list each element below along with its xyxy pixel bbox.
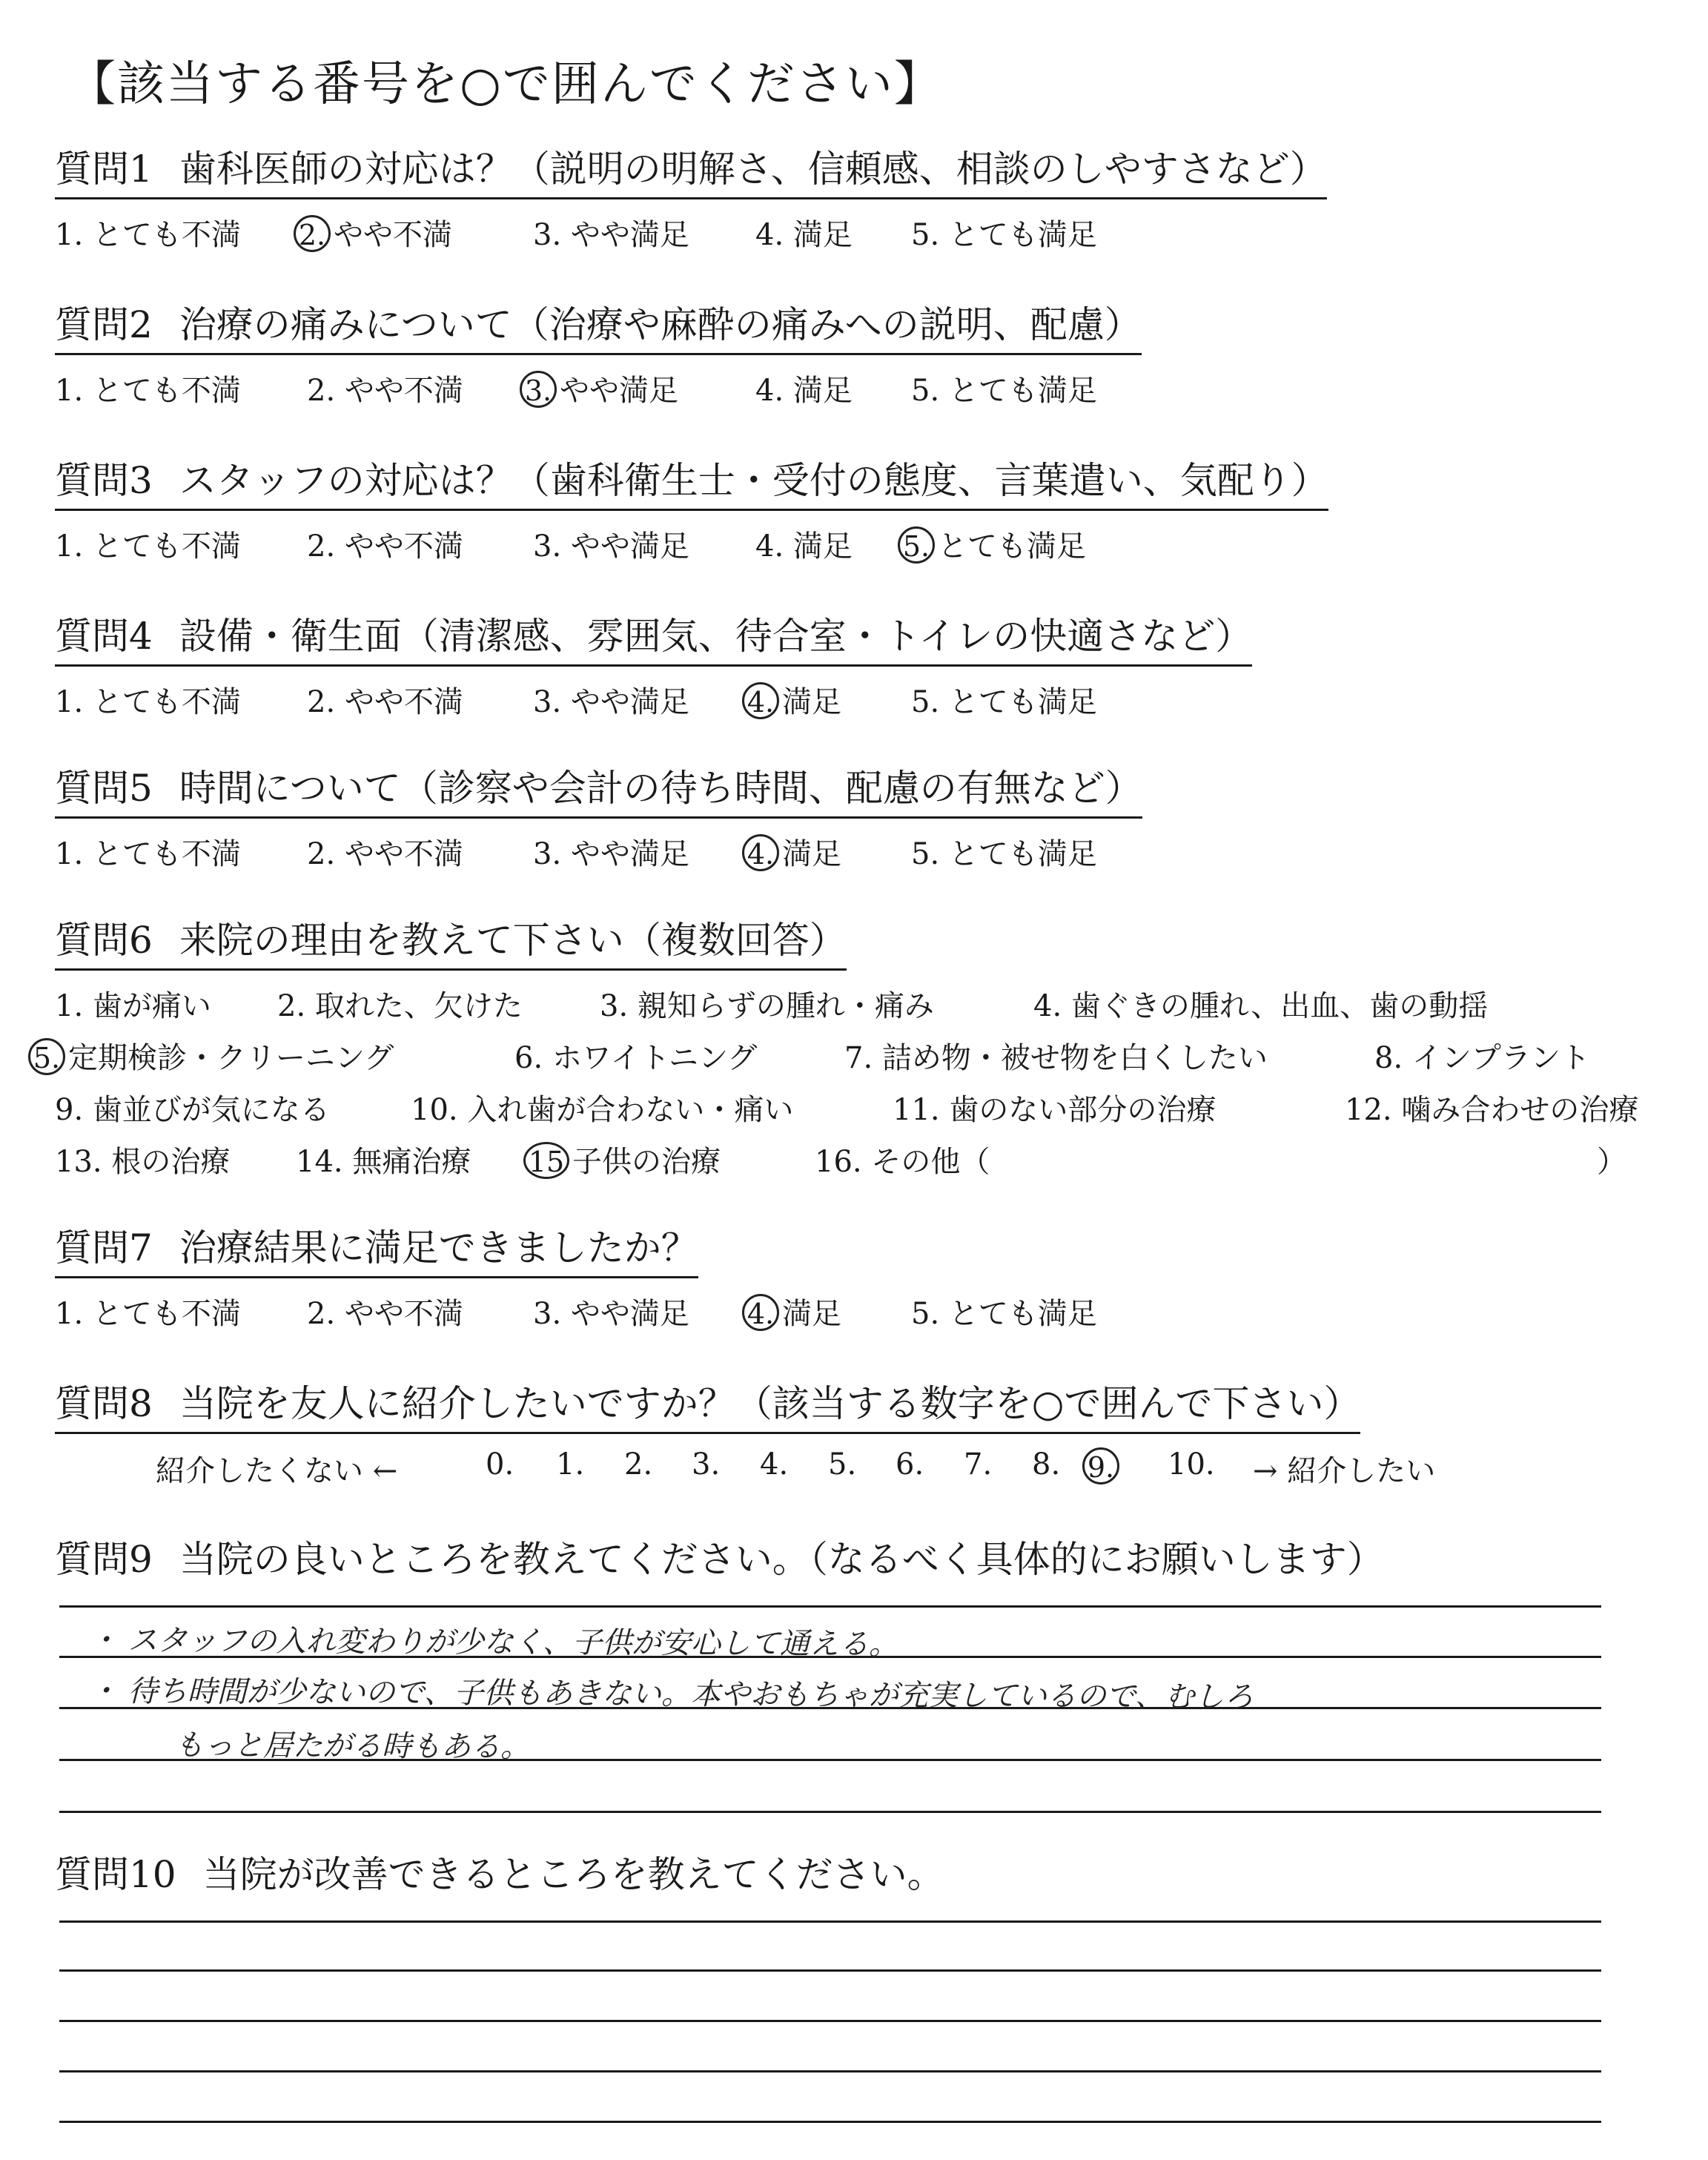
- question-heading: [55, 304, 1142, 355]
- question-6: [33, 919, 1639, 1190]
- option-label: 満足: [782, 684, 841, 719]
- option-5-selected[interactable]: [904, 523, 1086, 565]
- other-close-paren: ）: [1597, 1144, 1626, 1179]
- scale-10[interactable]: 10.: [1168, 1447, 1215, 1482]
- reason-9[interactable]: 9. 歯並びが気になる: [55, 1092, 330, 1127]
- question-heading: [55, 1227, 698, 1278]
- scale-3[interactable]: 3.: [692, 1447, 721, 1482]
- scale-1[interactable]: 1.: [556, 1447, 585, 1482]
- scale-9-selected[interactable]: [1088, 1447, 1122, 1484]
- option-3[interactable]: 3. やや満足: [533, 1296, 689, 1331]
- option-1[interactable]: 1. とても不満: [55, 529, 241, 564]
- answer-line: [59, 1605, 1601, 1608]
- selected-circle: 4.: [742, 682, 779, 719]
- option-3-selected[interactable]: [526, 367, 678, 409]
- option-4[interactable]: 4. 満足: [755, 373, 853, 408]
- option-2[interactable]: 2. やや不満: [307, 373, 463, 408]
- question-number: 質問8: [55, 1382, 153, 1425]
- answer-line[interactable]: [59, 1920, 1601, 1923]
- question-heading: [55, 615, 1252, 667]
- question-number: 質問7: [55, 1226, 153, 1269]
- question-3: [55, 460, 1328, 566]
- answer-options: [55, 830, 1142, 873]
- selected-circle: 9.: [1082, 1447, 1119, 1484]
- answer-line: [59, 1811, 1601, 1813]
- reason-10[interactable]: 10. 入れ歯が合わない・痛い: [411, 1092, 794, 1127]
- question-number: 質問4: [55, 615, 153, 658]
- option-label: 満足: [782, 836, 841, 871]
- question-heading: [55, 919, 847, 971]
- answer-options: [55, 1290, 1097, 1333]
- option-4-selected[interactable]: [748, 678, 841, 721]
- option-2[interactable]: 2. やや不満: [307, 529, 463, 564]
- question-1: [55, 148, 1327, 254]
- option-4-selected[interactable]: [748, 1290, 841, 1332]
- scale-4[interactable]: 4.: [760, 1447, 789, 1482]
- option-label: とても満足: [938, 529, 1086, 564]
- answer-options: [55, 678, 1252, 721]
- option-5[interactable]: 5. とても満足: [911, 373, 1097, 408]
- scale-5[interactable]: 5.: [828, 1447, 857, 1482]
- reason-4[interactable]: 4. 歯ぐきの腫れ、出血、歯の動揺: [1033, 988, 1489, 1023]
- option-5[interactable]: 5. とても満足: [911, 217, 1097, 252]
- option-4-selected[interactable]: [748, 830, 841, 873]
- option-2[interactable]: 2. やや不満: [307, 1296, 463, 1331]
- answer-options: [55, 211, 1327, 254]
- answer-line[interactable]: [59, 2070, 1601, 2073]
- question-text: 時間について（診察や会計の待ち時間、配慮の有無など）: [179, 767, 1142, 810]
- reason-6[interactable]: 6. ホワイトニング: [514, 1040, 758, 1075]
- reason-7[interactable]: 7. 詰め物・被せ物を白くしたい: [844, 1040, 1268, 1075]
- reason-8[interactable]: 8. インプラント: [1374, 1040, 1590, 1075]
- option-1[interactable]: 1. とても不満: [55, 684, 241, 719]
- question-text: 治療の痛みについて（治療や麻酔の痛みへの説明、配慮）: [179, 303, 1142, 346]
- question-text: 設備・衛生面（清潔感、雰囲気、待合室・トイレの快適さなど）: [179, 615, 1253, 658]
- question-text: 治療結果に満足できましたか？: [179, 1226, 698, 1269]
- scale-8[interactable]: 8.: [1032, 1447, 1061, 1482]
- answer-options: [55, 523, 1328, 566]
- question-7: [55, 1226, 1097, 1333]
- question-heading: [55, 1383, 1360, 1434]
- answer-line[interactable]: [59, 2121, 1601, 2123]
- reason-3[interactable]: 3. 親知らずの腫れ・痛み: [600, 988, 934, 1023]
- answer-line[interactable]: [59, 1969, 1601, 1972]
- question-number: 質問10: [55, 1853, 176, 1896]
- question-text: 当院を友人に紹介したいですか？（該当する数字を○で囲んで下さい）: [179, 1382, 1361, 1425]
- question-heading: [55, 1539, 1384, 1588]
- question-heading: [55, 767, 1142, 819]
- scale-left-label: 紹介したくない ←: [156, 1454, 398, 1488]
- selected-circle: 5.: [898, 526, 935, 564]
- question-number: 質問9: [55, 1538, 153, 1581]
- reason-row-3: [55, 1086, 1639, 1138]
- reason-12[interactable]: 12. 噛み合わせの治療: [1345, 1092, 1639, 1127]
- option-3[interactable]: 3. やや満足: [533, 684, 689, 719]
- question-text: スタッフの対応は？（歯科衛生士・受付の態度、言葉遣い、気配り）: [179, 459, 1328, 502]
- page-title: 【該当する番号を○で囲んでください】: [68, 57, 943, 112]
- question-number: 質問2: [55, 303, 153, 346]
- handwritten-answer-line-3: もっと居たがる時もある。: [173, 1728, 531, 1765]
- option-3[interactable]: 3. やや満足: [533, 836, 689, 871]
- option-2[interactable]: 2. やや不満: [307, 684, 463, 719]
- option-4[interactable]: 4. 満足: [755, 529, 853, 564]
- scale-2[interactable]: 2.: [624, 1447, 653, 1482]
- option-1[interactable]: 1. とても不満: [55, 1296, 241, 1331]
- scale-6[interactable]: 6.: [896, 1447, 924, 1482]
- scale-right-label: → 紹介したい: [1253, 1454, 1436, 1488]
- question-heading: [55, 1854, 944, 1903]
- answer-options: [55, 367, 1142, 410]
- question-10: [55, 1854, 944, 1903]
- option-label: 子供の治療: [572, 1144, 721, 1179]
- selected-circle: 3.: [520, 371, 557, 408]
- reason-16-other[interactable]: 16. その他（: [815, 1144, 990, 1179]
- reason-14[interactable]: 14. 無痛治療: [296, 1144, 471, 1179]
- answer-line[interactable]: [59, 2020, 1601, 2022]
- option-label: 定期検診・クリーニング: [68, 1040, 394, 1075]
- question-8: [55, 1383, 1360, 1434]
- option-4[interactable]: 4. 満足: [755, 217, 853, 252]
- reason-13[interactable]: 13. 根の治療: [55, 1144, 231, 1179]
- question-text: 当院の良いところを教えてください。（なるべく具体的にお願いします）: [179, 1538, 1384, 1581]
- scale-0[interactable]: 0.: [486, 1447, 514, 1482]
- option-3[interactable]: 3. やや満足: [533, 529, 689, 564]
- option-2-selected[interactable]: [299, 211, 452, 254]
- reason-5-selected[interactable]: [34, 1034, 394, 1077]
- question-text: 来院の理由を教えて下さい（複数回答）: [179, 919, 847, 962]
- option-5[interactable]: 5. とても満足: [911, 684, 1097, 719]
- question-text: 歯科医師の対応は？（説明の明解さ、信頼感、相談のしやすさなど）: [179, 148, 1327, 191]
- option-1[interactable]: 1. とても不満: [55, 836, 241, 871]
- selected-circle: 15: [523, 1142, 569, 1179]
- question-heading: [55, 460, 1328, 511]
- question-text: 当院が改善できるところを教えてください。: [202, 1853, 944, 1896]
- option-3[interactable]: 3. やや満足: [533, 217, 689, 252]
- question-number: 質問5: [55, 767, 153, 810]
- reason-15-selected[interactable]: [529, 1138, 721, 1180]
- option-label: やや満足: [560, 373, 678, 408]
- reason-row-1: [55, 982, 1489, 1034]
- scale-7[interactable]: 7.: [964, 1447, 993, 1482]
- question-number: 質問3: [55, 459, 153, 502]
- option-1[interactable]: 1. とても不満: [55, 217, 241, 252]
- question-4: [55, 615, 1252, 721]
- option-2[interactable]: 2. やや不満: [307, 836, 463, 871]
- reason-11[interactable]: 11. 歯のない部分の治療: [893, 1092, 1217, 1127]
- selected-circle: 2.: [294, 215, 331, 252]
- selected-circle: 5.: [28, 1038, 65, 1075]
- reason-1[interactable]: 1. 歯が痛い: [55, 988, 211, 1023]
- question-number: 質問6: [55, 919, 153, 962]
- reason-2[interactable]: 2. 取れた、欠けた: [277, 988, 523, 1023]
- selected-circle: 4.: [742, 1294, 779, 1331]
- reason-row-2: [33, 1034, 1590, 1086]
- question-2: [55, 304, 1142, 410]
- reason-options: [33, 982, 1639, 1190]
- option-5[interactable]: 5. とても満足: [911, 1296, 1097, 1331]
- question-heading: [55, 148, 1327, 199]
- option-5[interactable]: 5. とても満足: [911, 836, 1097, 871]
- question-number: 質問1: [55, 148, 153, 191]
- option-1[interactable]: 1. とても不満: [55, 373, 241, 408]
- selected-circle: 4.: [742, 834, 779, 871]
- question-9: [55, 1539, 1384, 1588]
- handwritten-answer-line-2: ・ 待ち時間が少ないので、子供もあきない。本やおもちゃが充実しているので、むしろ: [88, 1674, 1254, 1715]
- option-label: 満足: [782, 1296, 841, 1331]
- question-5: [55, 767, 1142, 873]
- option-label: やや不満: [334, 217, 452, 252]
- reason-row-4: [55, 1138, 1626, 1190]
- handwritten-answer-line-1: ・ スタッフの入れ変わりが少なく、子供が安心して通える。: [88, 1623, 899, 1662]
